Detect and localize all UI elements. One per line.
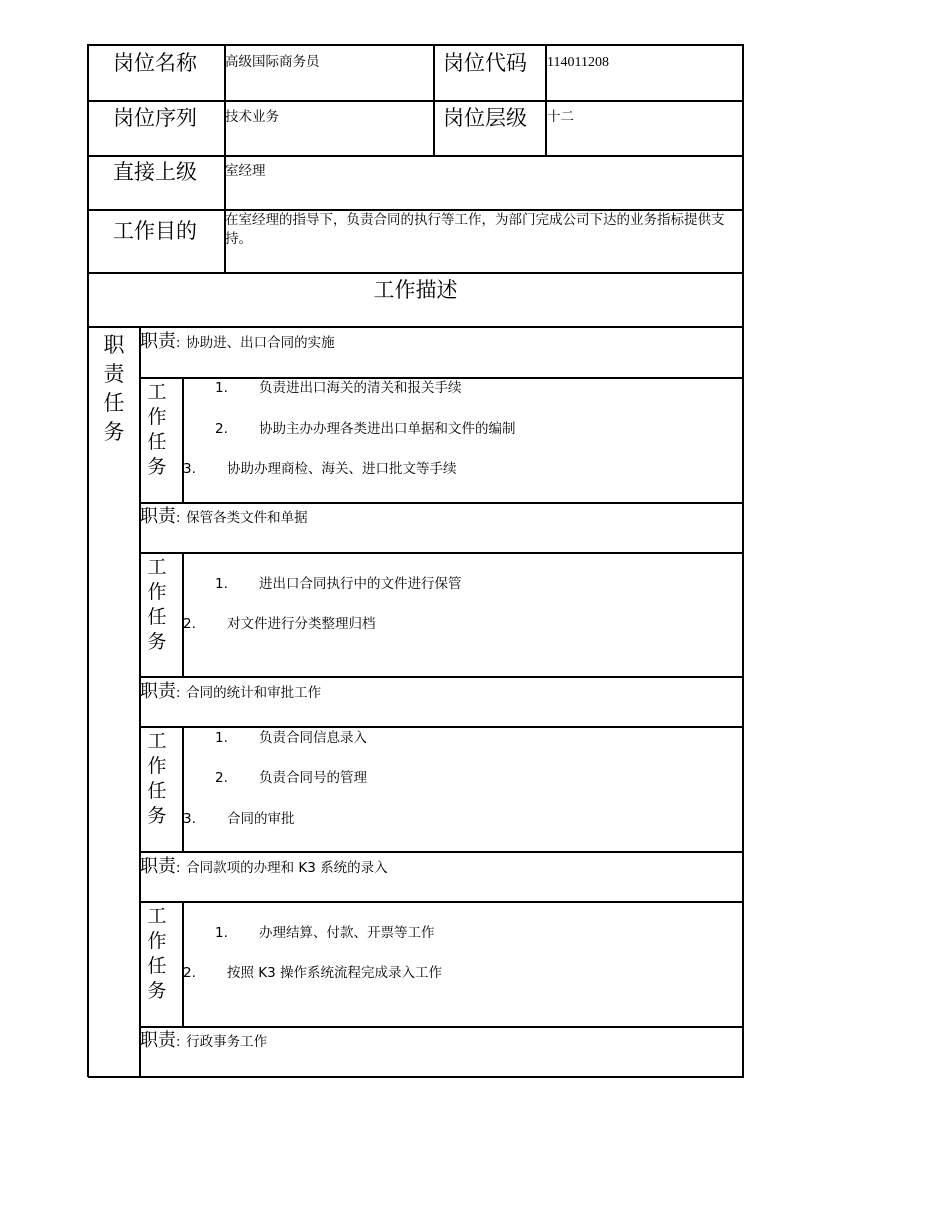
duties-label-char: 责: [103, 362, 125, 386]
responsibility-label: 职责: [140, 506, 176, 527]
tasks-label-char: 任: [147, 431, 167, 453]
position-level-value: 十二: [547, 109, 574, 125]
colon: :: [176, 686, 181, 701]
task-item: [183, 460, 457, 478]
tasks-label-char: 务: [147, 631, 167, 653]
task-item: [215, 420, 516, 438]
task-item: [183, 964, 442, 982]
position-name-label: 岗位名称: [113, 51, 197, 75]
task-item: [215, 575, 462, 593]
description-title: 工作描述: [373, 278, 458, 302]
responsibility-text: 协助进、出口合同的实施: [186, 335, 335, 351]
task-text: 办理结算、付款、开票等工作: [259, 925, 435, 941]
task-item: [215, 379, 462, 397]
duties-label-char: 职: [103, 333, 125, 357]
tasks-label-char: 工: [147, 556, 167, 578]
task-item: [183, 810, 295, 828]
task-item: [215, 769, 367, 787]
position-name-value: 高级国际商务员: [225, 54, 320, 70]
task-text: 合同的审批: [227, 811, 295, 827]
task-number: 2.: [215, 770, 228, 786]
task-item: [215, 924, 435, 942]
responsibility-row: [140, 331, 335, 355]
responsibility-text: 保管各类文件和单据: [186, 510, 308, 526]
duties-label-char: 务: [103, 420, 125, 444]
position-code-value: 114011208: [547, 55, 609, 70]
tasks-label-char: 任: [147, 606, 167, 628]
task-item: [215, 729, 367, 747]
tasks-label-char: 务: [147, 456, 167, 478]
colon: :: [176, 1035, 181, 1050]
tasks-label-char: 作: [147, 755, 167, 777]
responsibility-row: [140, 681, 321, 705]
position-series-value: 技术业务: [225, 109, 279, 125]
responsibility-label: 职责: [140, 681, 176, 702]
task-number: 1.: [215, 730, 228, 746]
task-text: 协助主办办理各类进出口单据和文件的编制: [259, 421, 516, 437]
superior-label: 直接上级: [113, 160, 197, 184]
task-number: 2.: [215, 421, 228, 437]
task-text: 按照 K3 操作系统流程完成录入工作: [227, 965, 443, 981]
purpose-value: 在室经理的指导下，负责合同的执行等工作，为部门完成公司下达的业务指标提供支持。: [225, 212, 725, 247]
position-code-label: 岗位代码: [443, 51, 527, 75]
purpose-label: 工作目的: [113, 219, 197, 243]
colon: :: [176, 511, 181, 526]
responsibility-row: [140, 506, 308, 530]
responsibility-row: [140, 1030, 267, 1054]
tasks-label-char: 务: [147, 980, 167, 1002]
tasks-label-char: 工: [147, 730, 167, 752]
tasks-label-char: 工: [147, 381, 167, 403]
responsibility-text: 合同款项的办理和 K3 系统的录入: [186, 860, 388, 876]
task-text: 协助办理商检、海关、进口批文等手续: [227, 461, 457, 477]
tasks-label-char: 工: [147, 905, 167, 927]
duties-label-char: 任: [103, 391, 125, 415]
task-number: 1.: [215, 925, 228, 941]
responsibility-label: 职责: [140, 856, 176, 877]
task-text: 负责进出口海关的清关和报关手续: [259, 380, 462, 396]
task-text: 负责合同信息录入: [259, 730, 367, 746]
tasks-label-char: 作: [147, 930, 167, 952]
responsibility-text: 合同的统计和审批工作: [186, 685, 322, 701]
task-number: 2.: [183, 965, 196, 981]
tasks-label-char: 任: [147, 955, 167, 977]
task-number: 1.: [215, 576, 228, 592]
tasks-label-char: 作: [147, 581, 167, 603]
tasks-label: [142, 904, 172, 1004]
tasks-label-char: 作: [147, 406, 167, 428]
task-number: 2.: [183, 616, 196, 632]
position-series-label: 岗位序列: [113, 106, 197, 130]
task-text: 负责合同号的管理: [259, 770, 367, 786]
responsibility-text: 行政事务工作: [186, 1034, 268, 1050]
task-item: [183, 615, 376, 633]
duties-label: [99, 331, 129, 447]
tasks-label: [142, 729, 172, 829]
responsibility-label: 职责: [140, 331, 176, 352]
task-text: 进出口合同执行中的文件进行保管: [259, 576, 462, 592]
position-level-label: 岗位层级: [443, 106, 527, 130]
responsibility-label: 职责: [140, 1030, 176, 1051]
colon: :: [176, 336, 181, 351]
task-number: 1.: [215, 380, 228, 396]
responsibility-row: [140, 856, 388, 880]
tasks-label: [142, 555, 172, 655]
task-text: 对文件进行分类整理归档: [227, 616, 376, 632]
colon: :: [176, 861, 181, 876]
tasks-label-char: 务: [147, 805, 167, 827]
tasks-label: [142, 380, 172, 480]
task-number: 3.: [183, 461, 196, 477]
task-number: 3.: [183, 811, 196, 827]
superior-value: 室经理: [225, 163, 266, 179]
tasks-label-char: 任: [147, 780, 167, 802]
